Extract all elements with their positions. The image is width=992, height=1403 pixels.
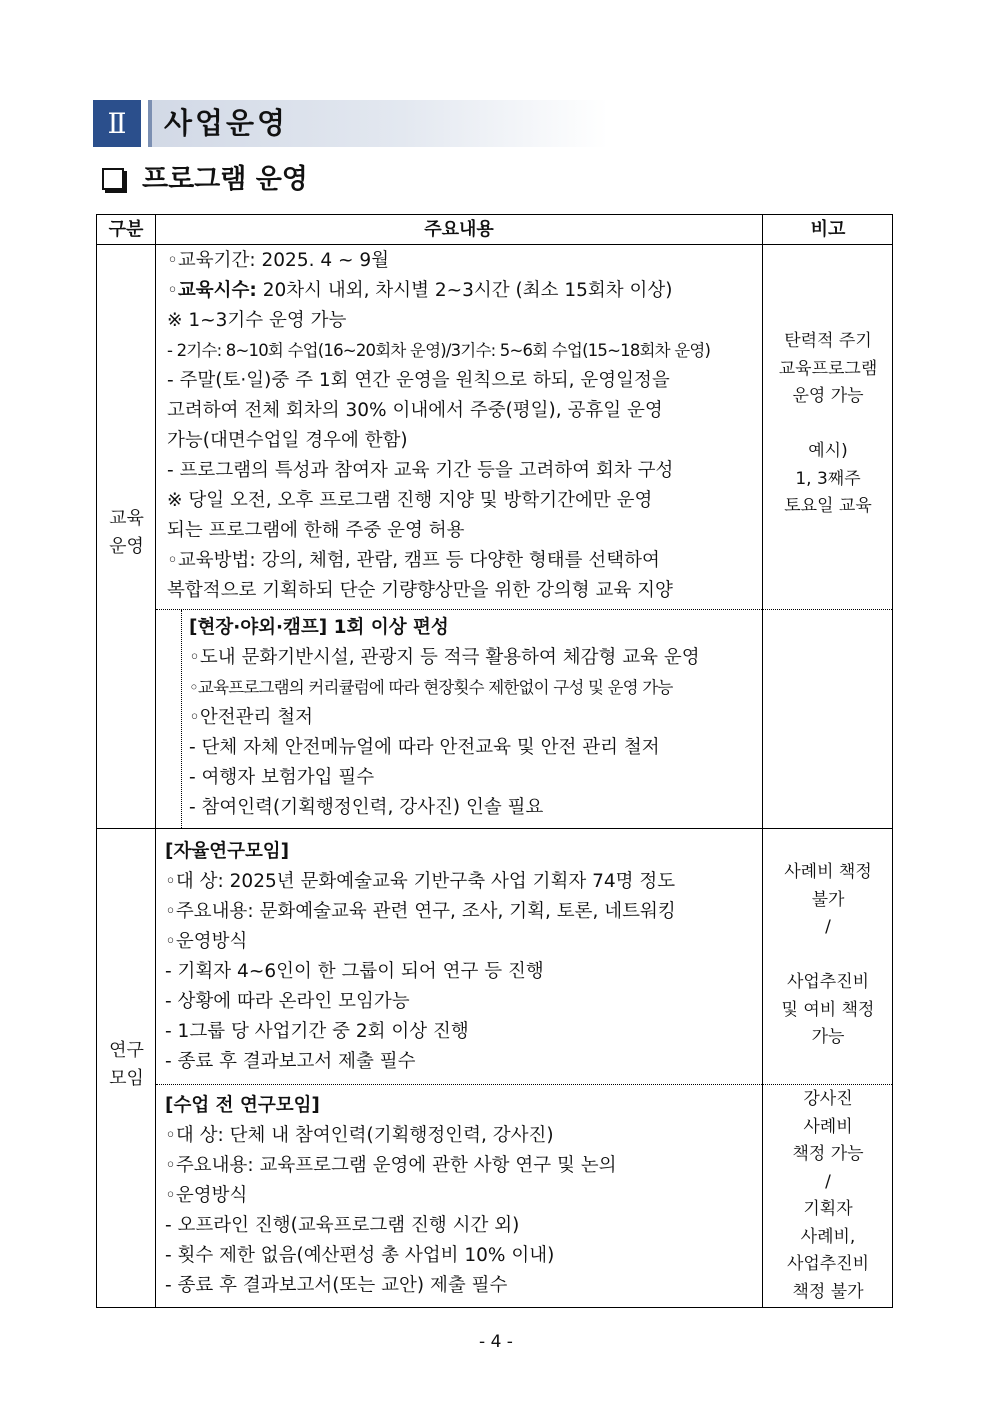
note-self-research	[763, 859, 893, 1052]
category-research	[97, 1037, 156, 1093]
content-line: - 종료 후 결과보고서(또는 교안) 제출 필수	[165, 1275, 508, 1296]
content-line: ◦교육시수: 20차시 내외, 차시별 2~3시간 (최소 15회차 이상)	[167, 280, 673, 301]
note-line: 책정 가능	[792, 1144, 864, 1164]
note-line: 교육프로그램	[778, 358, 878, 379]
content-line: ◦운영방식	[165, 1185, 248, 1206]
content-line: 가능(대면수업일 경우에 한함)	[167, 430, 408, 451]
note-line: 운영 가능	[792, 386, 864, 406]
note-line	[763, 411, 893, 439]
block-title: [수업 전 연구모임]	[165, 1095, 320, 1116]
pre-class-research-block	[165, 1091, 616, 1301]
content-line: 되는 프로그램에 한해 주중 운영 허용	[167, 520, 465, 541]
note-line: 토요일 교육	[784, 496, 872, 516]
content-line: ※ 당일 오전, 오후 프로그램 진행 지양 및 방학기간에만 운영	[167, 490, 653, 511]
content-line: - 프로그램의 특성과 참여자 교육 기간 등을 고려하여 회차 구성	[167, 460, 674, 481]
block-title: [현장·야외·캠프] 1회 이상 편성	[189, 617, 449, 638]
content-line: ◦교육방법: 강의, 체험, 관람, 캠프 등 다양한 형태를 선택하여	[167, 550, 660, 571]
note-line: 가능	[811, 1027, 845, 1047]
sub-row-divider	[156, 1084, 892, 1085]
content-line: - 횟수 제한 없음(예산편성 총 사업비 10% 이내)	[165, 1245, 555, 1266]
note-line: 및 여비 책정	[781, 999, 875, 1020]
content-line: 고려하여 전체 회차의 30% 이내에서 주중(평일), 공휴일 운영	[167, 400, 663, 421]
note-pre-class-research	[763, 1086, 893, 1306]
note-line: 불가	[811, 889, 845, 910]
program-table	[96, 214, 893, 1308]
note-line: 책정 불가	[792, 1281, 864, 1302]
content-line: - 오프라인 진행(교육프로그램 진행 시간 외)	[165, 1215, 520, 1236]
self-research-block	[165, 837, 676, 1077]
content-line: 복합적으로 기획하되 단순 기량향상만을 위한 강의형 교육 지양	[167, 580, 673, 601]
content-line: ◦도내 문화기반시설, 관광지 등 적극 활용하여 체감형 교육 운영	[189, 647, 700, 668]
note-line: /	[825, 917, 831, 937]
note-line: 사례비 책정	[784, 862, 872, 882]
content-line: - 참여인력(기획행정인력, 강사진) 인솔 필요	[189, 797, 544, 818]
square-bullet-icon	[102, 168, 124, 190]
header-category: 구분	[108, 219, 144, 240]
content-line: ◦교육기간: 2025. 4 ~ 9월	[167, 250, 390, 271]
content-line: ◦운영방식	[165, 931, 248, 952]
education-overview	[167, 246, 710, 606]
bold-label: 교육시수:	[177, 280, 257, 301]
header-content: 주요내용	[424, 219, 494, 240]
content-line: - 종료 후 결과보고서 제출 필수	[165, 1051, 416, 1072]
content-line: - 여행자 보험가입 필수	[189, 767, 375, 788]
content-line: - 주말(토·일)중 주 1회 연간 운영을 원칙으로 하되, 운영일정을	[167, 370, 670, 391]
block-title: [자율연구모임]	[165, 841, 290, 862]
header-note: 비고	[810, 219, 846, 240]
note-flexible-schedule	[763, 328, 893, 521]
note-line: 강사진	[803, 1089, 853, 1109]
category-line: 연구	[109, 1040, 144, 1061]
content-line: - 상황에 따라 온라인 모임가능	[165, 991, 410, 1012]
sub-row-divider	[156, 609, 892, 610]
indent-guide	[181, 610, 182, 828]
chapter-heading	[93, 100, 613, 147]
col-divider	[155, 215, 156, 1307]
note-line: 사례비,	[800, 1226, 856, 1247]
note-line: 사업추진비	[786, 972, 870, 992]
content-line: - 1그룹 당 사업기간 중 2회 이상 진행	[165, 1021, 469, 1042]
category-line: 모임	[109, 1068, 144, 1089]
note-line: 사례비	[803, 1116, 853, 1137]
category-education	[97, 505, 156, 561]
content-line: ◦주요내용: 교육프로그램 운영에 관한 사항 연구 및 논의	[165, 1155, 617, 1176]
content-line: ※ 1~3기수 운영 가능	[167, 310, 347, 331]
note-line: 기획자	[803, 1199, 853, 1219]
field-trip-block	[189, 613, 700, 823]
content-line: ◦안전관리 철저	[189, 707, 314, 728]
note-line: 1, 3째주	[795, 468, 861, 489]
category-line: 운영	[109, 536, 144, 557]
content-line: ◦주요내용: 문화예술교육 관련 연구, 조사, 기획, 토론, 네트워킹	[165, 901, 676, 922]
content-line: ◦대 상: 2025년 문화예술교육 기반구축 사업 기획자 74명 정도	[165, 871, 676, 892]
note-line: 예시)	[808, 441, 848, 461]
note-line	[763, 942, 893, 970]
note-line: 사업추진비	[786, 1254, 870, 1274]
content-line: - 기획자 4~6인이 한 그룹이 되어 연구 등 진행	[165, 961, 544, 982]
note-line: /	[825, 1171, 831, 1192]
section-title: 프로그램 운영	[142, 164, 308, 195]
content-line: ◦대 상: 단체 내 참여인력(기획행정인력, 강사진)	[165, 1125, 554, 1146]
note-line: 탄력적 주기	[784, 331, 872, 351]
row-divider	[97, 828, 892, 829]
content-line: - 2기수: 8~10회 수업(16~20회차 운영)/3기수: 5~6회 수업(15~18회차 운영)	[167, 341, 711, 360]
category-line: 교육	[109, 508, 144, 529]
chapter-number: Ⅱ	[93, 100, 141, 147]
chapter-title: 사업운영	[164, 106, 289, 140]
chapter-title-bar	[148, 100, 608, 147]
content-line: ◦교육프로그램의 커리큘럼에 따라 현장횟수 제한없이 구성 및 운영 가능	[189, 678, 673, 697]
page-number: - 4 -	[479, 1332, 513, 1352]
content-line: - 단체 자체 안전메뉴얼에 따라 안전교육 및 안전 관리 철저	[189, 737, 660, 758]
